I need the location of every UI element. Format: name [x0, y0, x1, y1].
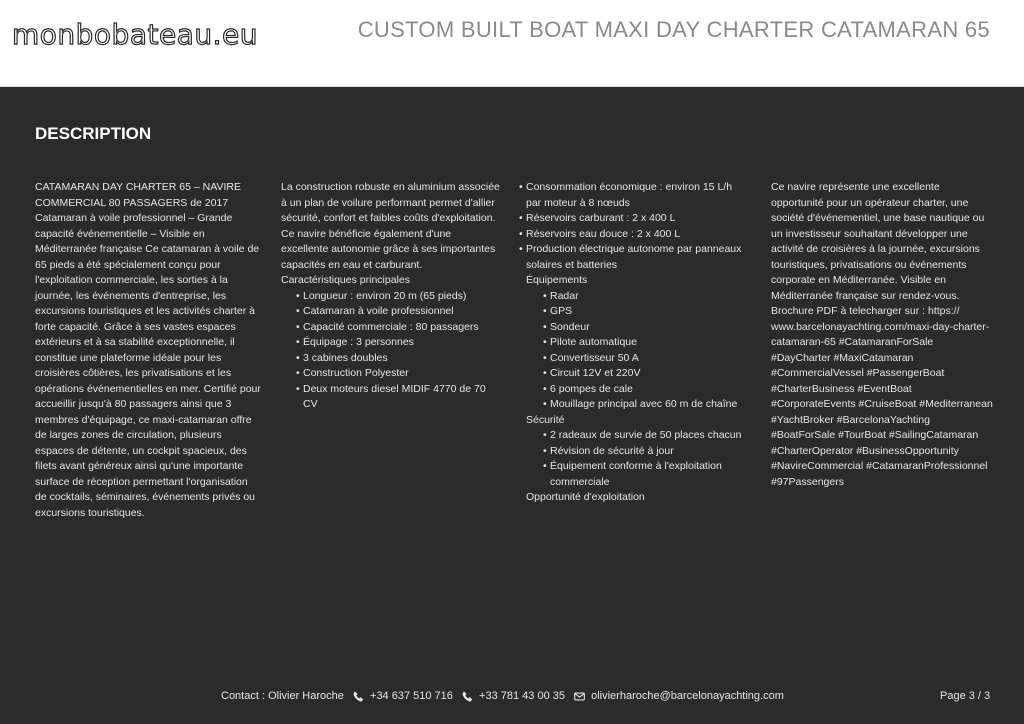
- specs-list: [519, 180, 747, 273]
- list-item: • Mouillage principal avec 60 m de chaîne: [519, 397, 747, 413]
- section-heading: DESCRIPTION: [35, 124, 152, 143]
- contact-line: [221, 690, 784, 702]
- construction-paragraph: La construction robuste en aluminium associée à un plan de voilure performant permet d'allier sécurité, confort et faibles coûts d'exploitation. Ce navire bénéficie également d'une excellente autonomie grâce à ses importantes capacités en eau et carburant. Caractéristiques principales: [281, 181, 500, 286]
- phone-icon: [462, 691, 473, 702]
- description-column-2: [281, 180, 501, 413]
- equipment-list: [519, 289, 747, 413]
- list-item: • Circuit 12V et 220V: [519, 366, 747, 382]
- main-features-list: [281, 289, 501, 413]
- list-item: • 3 cabines doubles: [281, 351, 501, 367]
- description-column-1: [35, 180, 261, 521]
- envelope-icon: [574, 691, 585, 702]
- email-link[interactable]: olivierharoche@barcelonayachting.com: [591, 690, 784, 703]
- list-item: • Deux moteurs diesel MIDIF 4770 de 70 CV: [281, 382, 501, 413]
- contact-label: Contact : Olivier Haroche: [221, 690, 344, 703]
- description-column-4: [771, 180, 993, 490]
- list-item: • 2 radeaux de survie de 50 places chacun: [519, 428, 747, 444]
- page-footer: [0, 690, 1024, 710]
- list-item: • Convertisseur 50 A: [519, 351, 747, 367]
- phone-number-1[interactable]: +34 637 510 716: [370, 690, 453, 703]
- site-logo[interactable]: monbobateau.eu: [12, 18, 258, 51]
- page-header: [0, 0, 1024, 87]
- list-item: • Pilote automatique: [519, 335, 747, 351]
- list-item: • Catamaran à voile professionnel: [281, 304, 501, 320]
- description-column-3: [519, 180, 747, 506]
- list-item: • Équipement conforme à l'exploitation commerciale: [519, 459, 747, 490]
- phone-number-2[interactable]: +33 781 43 00 35: [479, 690, 565, 703]
- document-title: CUSTOM BUILT BOAT MAXI DAY CHARTER CATAMARAN 65: [357, 17, 990, 42]
- list-item: • Consommation économique : environ 15 L/h par moteur à 8 nœuds: [519, 180, 747, 211]
- list-item: • Capacité commerciale : 80 passagers: [281, 320, 501, 336]
- list-item: • Radar: [519, 289, 747, 305]
- list-item: • GPS: [519, 304, 747, 320]
- list-item: • Réservoirs eau douce : 2 x 400 L: [519, 227, 747, 243]
- list-item: • Construction Polyester: [281, 366, 501, 382]
- page-number: Page 3 / 3: [940, 690, 991, 702]
- list-item: • Longueur : environ 20 m (65 pieds): [281, 289, 501, 305]
- security-list: [519, 428, 747, 490]
- phone-icon: [353, 691, 364, 702]
- security-heading: Sécurité: [526, 413, 565, 426]
- description-paragraph: CATAMARAN DAY CHARTER 65 – NAVIRE COMMERCIAL 80 PASSAGERS de 2017 Catamaran à voile professionnel – Grande capacité événementielle – Visible en Méditerranée française Ce catamaran à voile de 65 pieds a été spécialement conçu pour l'exploitation commerciale, les sorties à la journée, les événements d'entreprise, les excursions touristiques et les activités charter à forte capacité. Grâce à ses vastes espaces extérieurs et à sa stabilité exceptionnelle, il constitue une plateforme idéale pour les croisières côtières, les privatisations et les opérations événementielles en mer. Certifié pour accueillir jusqu'à 80 passagers ainsi que 3 membres d'équipage, ce maxi-catamaran offre de larges zones de circulation, plusieurs espaces de détente, un cockpit spacieux, des filets avant généreux ainsi qu'une importante surface de réception permettant l'organisation de cocktails, séminaires, événements privés ou excursions touristiques.: [35, 181, 261, 519]
- list-item: • Réservoirs carburant : 2 x 400 L: [519, 211, 747, 227]
- opportunity-heading: Opportunité d'exploitation: [526, 491, 645, 503]
- list-item: • Sondeur: [519, 320, 747, 336]
- list-item: • Production électrique autonome par panneaux solaires et batteries: [519, 242, 747, 273]
- list-item: • Équipage : 3 personnes: [281, 335, 501, 351]
- list-item: • 6 pompes de cale: [519, 382, 747, 398]
- equipment-heading: Équipements: [526, 274, 588, 286]
- list-item: • Révision de sécurité à jour: [519, 444, 747, 460]
- opportunity-paragraph: Ce navire représente une excellente opportunité pour un opérateur charter, une société d'événementiel, une base nautique ou un investisseur souhaitant développer une activité de croisières à la journée, excursions touristiques, privatisations ou événements corporate en Méditerranée. Visible en Méditerranée française sur rendez-vous. Brochure PDF à telecharger sur : https:// www.barcelonayachting.com/maxi-day-charter-catamaran-65 #CatamaranForSale #DayCharter #MaxiCatamaran #CommercialVessel #PassengerBoat #CharterBusiness #EventBoat #CorporateEvents #CruiseBoat #Mediterranean #YachtBroker #BarcelonaYachting #BoatForSale #TourBoat #SailingCatamaran #CharterOperator #BusinessOpportunity #NavireCommercial #CatamaranProfessionnel #97Passengers: [771, 181, 993, 488]
